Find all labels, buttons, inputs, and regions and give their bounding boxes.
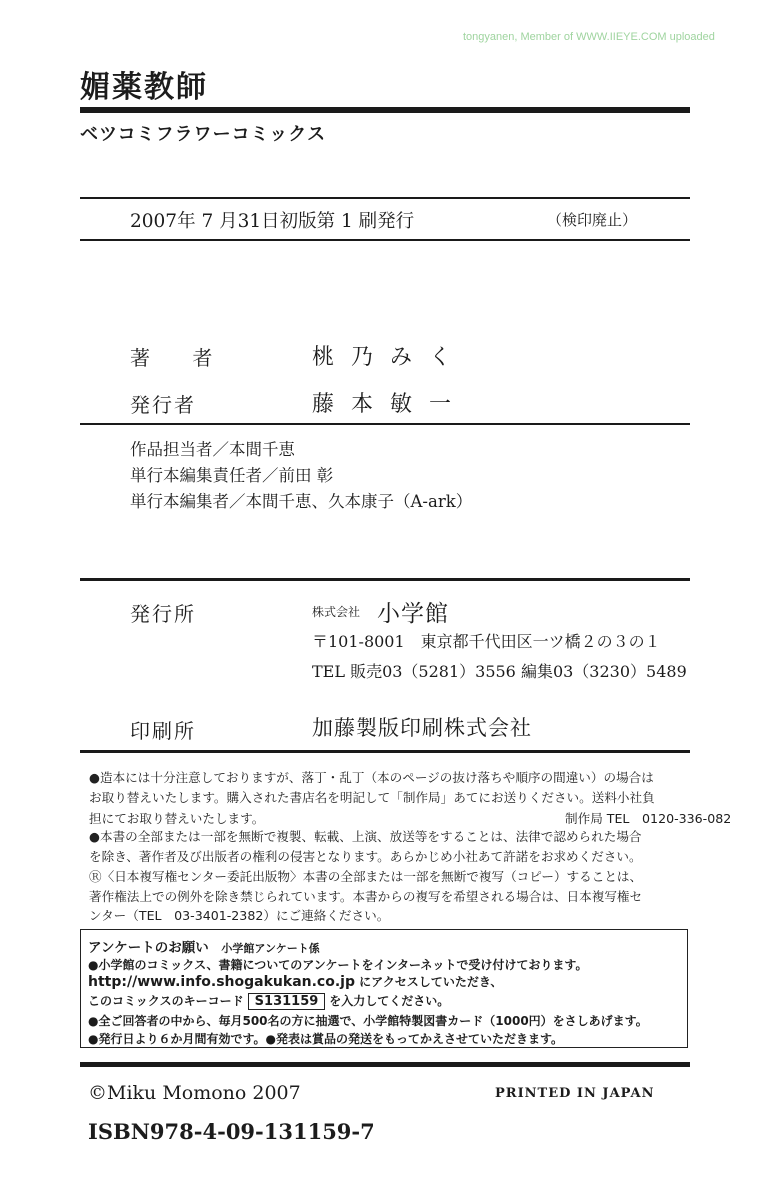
survey-url[interactable]: http://www.info.shogakukan.co.jp xyxy=(88,974,355,990)
survey-dept: 小学館アンケート係 xyxy=(221,942,320,955)
notice-line: お取り替えいたします。購入された書店名を明記して「制作局」あてにお送りください。送料小社負 xyxy=(89,790,655,805)
notice-line: ●本書の全部または一部を無断で複製、転載、上演、放送等をすることは、法律で認められた場合 xyxy=(89,829,642,844)
date-top-divider xyxy=(80,197,690,199)
survey-line: ●発行日より６か月間有効です。●発表は賞品の発送をもってかえさせていただきます。 xyxy=(88,1032,564,1046)
survey-url-suffix: にアクセスしていただき、 xyxy=(359,975,503,989)
notice-line: Ⓡ〈日本複写権センター委託出版物〉本書の全部または一部を無断で複写（コピー）することは、 xyxy=(89,869,643,884)
notice-line: ンター（TEL 03-3401-2382）にご連絡ください。 xyxy=(89,908,390,923)
notice-line: を除き、著作者及び出版者の権利の侵害となります。あらかじめ小社あて許諾をお求めください。 xyxy=(89,849,642,864)
watermark-text: tongyanen, Member of WWW.IIEYE.COM uploaded xyxy=(463,31,715,43)
company-tel: TEL 販売03（5281）3556 編集03（3230）5489 xyxy=(312,662,687,681)
issuer-divider xyxy=(80,578,690,581)
author-name: 桃乃みく xyxy=(312,345,469,370)
company-address: 〒101-8001 東京都千代田区一ツ橋２の３の１ xyxy=(312,632,661,651)
credit-line: 単行本編集責任者／前田 彰 xyxy=(130,466,334,485)
survey-key-line xyxy=(88,992,449,1010)
key-code: S131159 xyxy=(248,993,326,1010)
production-tel: 制作局 TEL 0120-336-082 xyxy=(565,811,732,826)
publisher-person-name: 藤本敏一 xyxy=(312,392,469,417)
printed-in-japan: PRINTED IN JAPAN xyxy=(495,1086,655,1101)
credits-divider xyxy=(80,423,690,425)
survey-line: ●全ご回答者の中から、毎月500名の方に抽選で、小学館特製図書カード（1000円）をさしあげます。 xyxy=(88,1014,648,1028)
survey-title xyxy=(88,936,320,956)
survey-line: ●小学館のコミックス、書籍についてのアンケートをインターネットで受け付けております。 xyxy=(88,958,588,972)
printer-name: 加藤製版印刷株式会社 xyxy=(312,716,532,740)
isbn-number: ISBN978-4-09-131159-7 xyxy=(88,1119,375,1144)
seal-notice: （検印廃止） xyxy=(547,211,638,229)
series-name: ベツコミフラワーコミックス xyxy=(80,124,327,145)
survey-heading: アンケートのお願い xyxy=(88,940,209,956)
notice-line: ●造本には十分注意しておりますが、落丁・乱丁（本のページの抜け落ちや順序の間違い）の場合は xyxy=(89,770,654,785)
credit-line: 単行本編集者／本間千恵、久本康子（A-ark） xyxy=(130,492,473,511)
date-bottom-divider xyxy=(80,239,690,241)
key-suffix: を入力してください。 xyxy=(329,994,450,1008)
title-divider xyxy=(80,107,690,113)
printer-label: 印刷所 xyxy=(130,719,196,743)
credit-line: 作品担当者／本間千恵 xyxy=(130,440,295,459)
book-title: 媚薬教師 xyxy=(80,70,208,105)
publication-date: 2007年 7 月31日初版第 1 刷発行 xyxy=(130,211,415,232)
issuer-label: 発行所 xyxy=(130,602,196,626)
key-prefix: このコミックスのキーコード xyxy=(88,994,244,1008)
notice-line: 担にてお取り替えいたします。 xyxy=(89,811,265,826)
copyright-notice: ©Miku Momono 2007 xyxy=(88,1082,301,1104)
company-name: 小学館 xyxy=(377,601,449,627)
survey-url-line xyxy=(88,973,502,990)
author-label: 著 者 xyxy=(130,346,231,370)
company-prefix: 株式会社 xyxy=(312,605,361,619)
publisher-person-label: 発行者 xyxy=(130,393,196,417)
notice-divider xyxy=(80,750,690,753)
footer-divider xyxy=(80,1062,690,1067)
notice-line: 著作権法上での例外を除き禁じられています。本書からの複写を希望される場合は、日本複写権セ xyxy=(89,889,643,904)
